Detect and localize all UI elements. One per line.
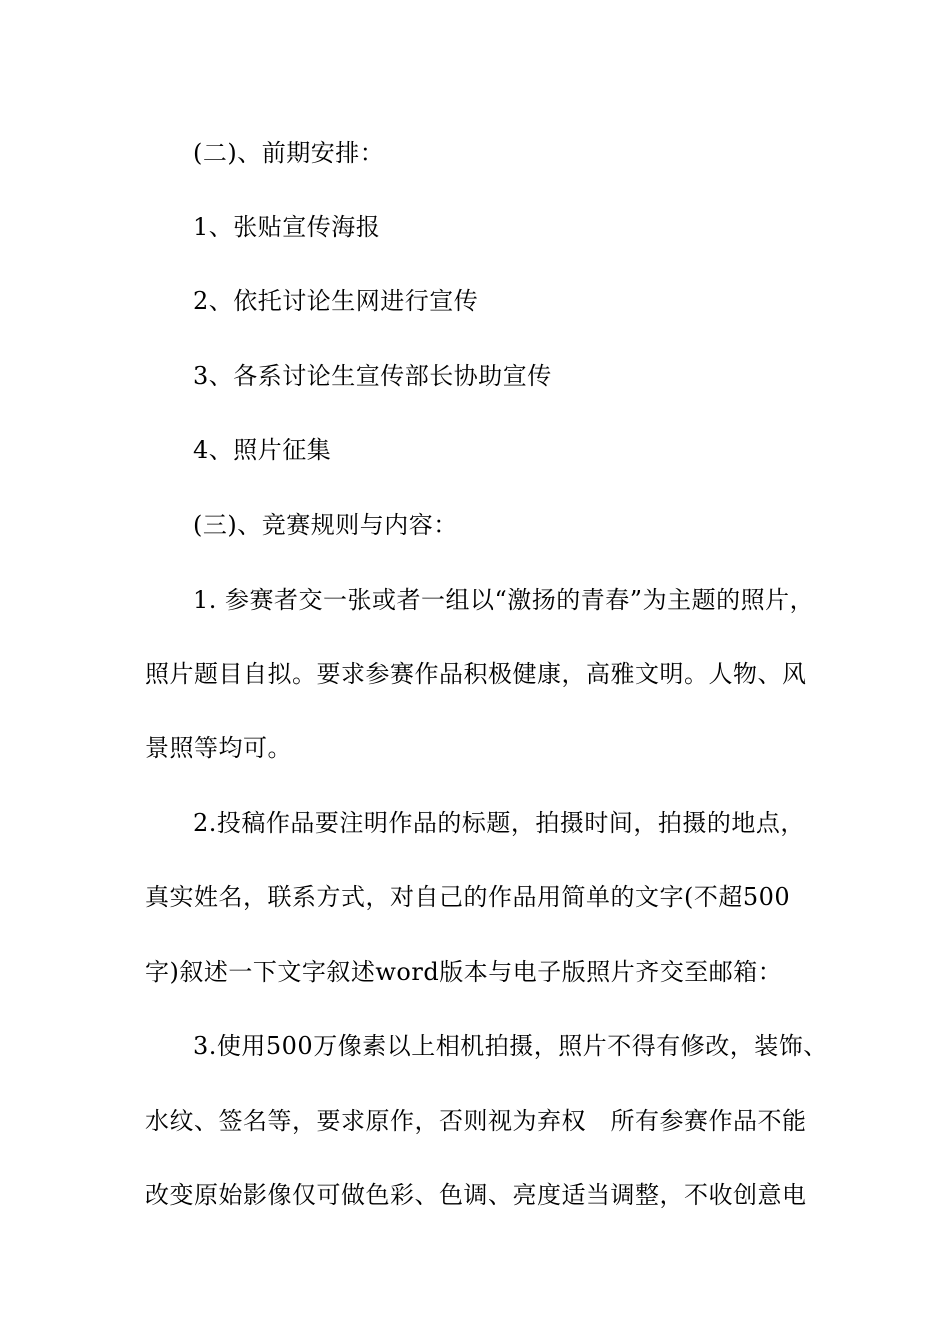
paragraph-line: 真实姓名，联系方式，对自己的作品用简单的文字(不超500 [145,883,791,911]
section-heading-preparation: (二)、前期安排： [193,139,385,167]
paragraph-line: 字)叙述一下文字叙述word版本与电子版照片齐交至邮箱： [145,958,783,986]
paragraph-line: 3.使用500万像素以上相机拍摄，照片不得有修改，装饰、 [193,1032,828,1060]
paragraph-line: 2.投稿作品要注明作品的标题，拍摄时间，拍摄的地点， [193,809,805,837]
paragraph-line: 1. 参赛者交一张或者一组以“激扬的青春”为主题的照片， [193,586,815,614]
paragraph-line: 景照等均可。 [145,734,292,762]
list-item: 2、依托讨论生网进行宣传 [193,287,479,315]
section-heading-rules: (三)、竞赛规则与内容： [193,511,458,539]
paragraph-line: 改变原始影像仅可做色彩、色调、亮度适当调整，不收创意电 [145,1181,807,1209]
paragraph-line: 水纹、签名等，要求原作，否则视为弃权 所有参赛作品不能 [145,1107,807,1135]
list-item: 1、张贴宣传海报 [193,213,381,241]
list-item: 3、各系讨论生宣传部长协助宣传 [193,362,552,390]
paragraph-line: 照片题目自拟。要求参赛作品积极健康，高雅文明。人物、风 [145,660,807,688]
list-item: 4、照片征集 [193,436,332,464]
